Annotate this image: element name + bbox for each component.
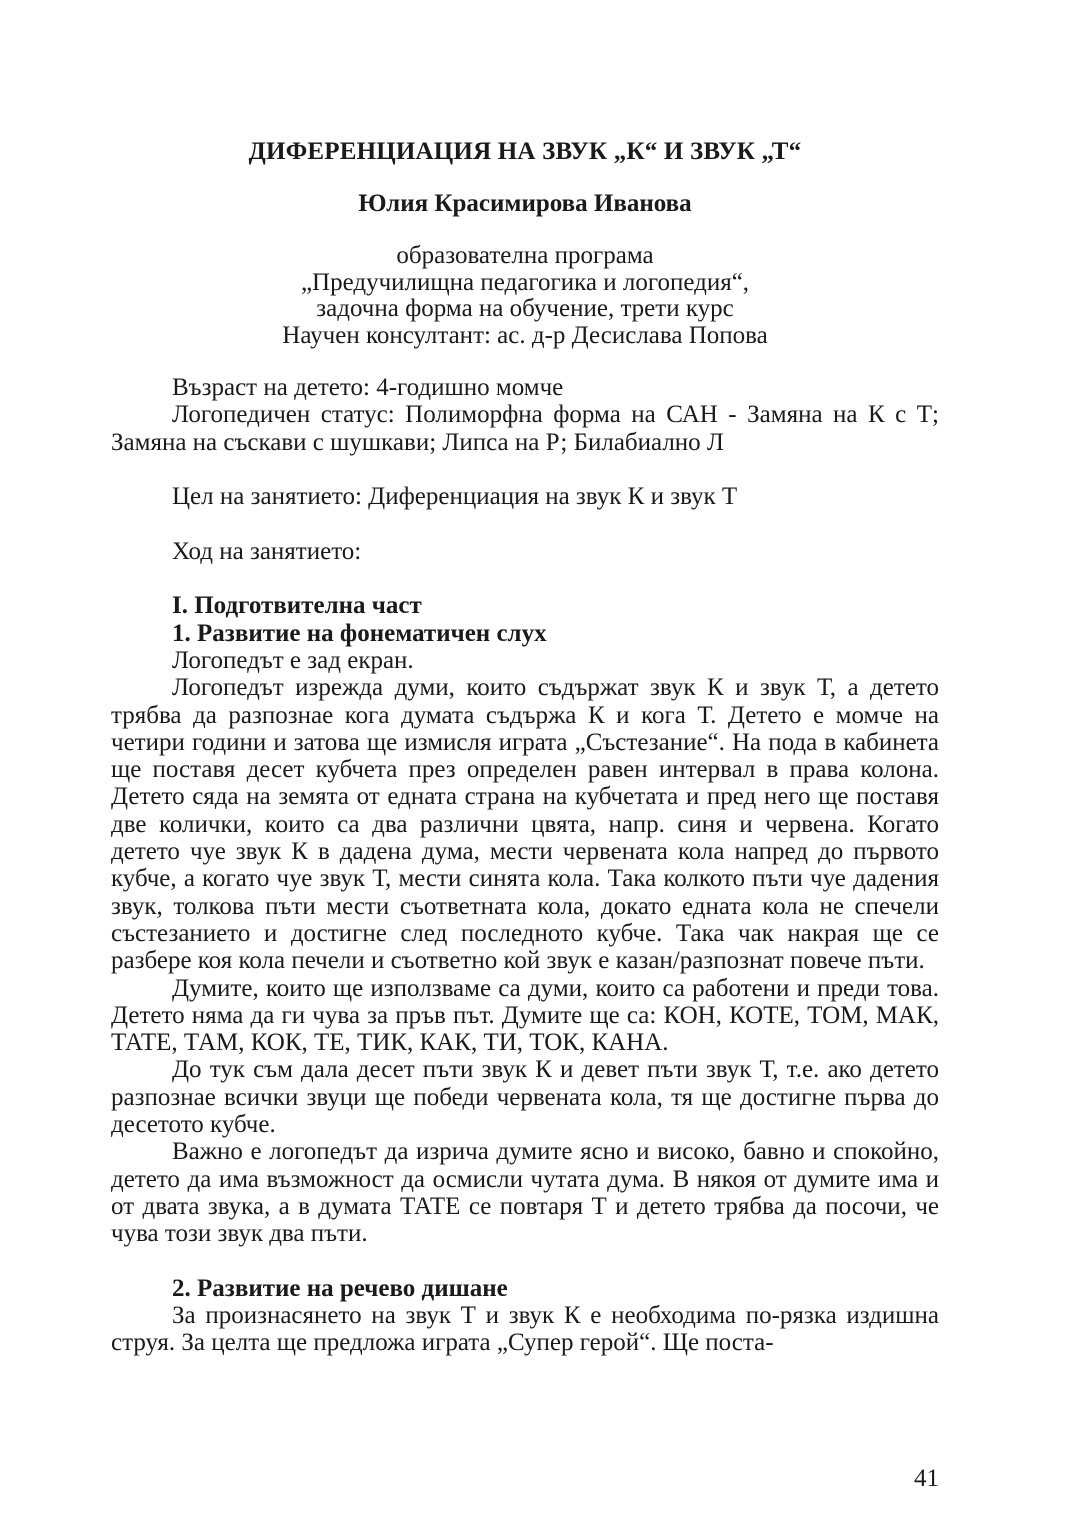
subsection-heading: 1. Развитие на фонематичен слух: [172, 619, 547, 647]
session-course: Ход на занятието:: [172, 537, 362, 565]
affiliation-line: образователна програма: [396, 242, 654, 269]
affiliation-block: [111, 243, 939, 349]
page-number: 41: [914, 1465, 939, 1492]
speech-status: Логопедичен статус: Полиморфна форма на САН - Замяна на К с Т; Замяна на съскави с шушкави; Липса на Р; Билабиално Л: [111, 401, 939, 456]
session-goal: Цел на занятието: Диференциация на звук К и звук Т: [172, 483, 738, 511]
paragraph: Логопедът е зад екран.: [172, 646, 414, 674]
subsection-heading: 2. Развитие на речево дишане: [172, 1274, 508, 1302]
paragraph: За произнасянето на звук Т и звук К е необходима по-рязка издишна струя. За целта ще предложа играта „Супер герой“. Ще поста-: [111, 1302, 939, 1357]
affiliation-line: задочна форма на обучение, трети курс: [316, 295, 734, 322]
paragraph: До тук съм дала десет пъти звук К и девет пъти звук Т, т.е. ако детето разпознае всички звуци ще победи червената кола, тя ще достигне първа до десетото кубче.: [111, 1056, 939, 1139]
page-title: ДИФЕРЕНЦИАЦИЯ НА ЗВУК „К“ И ЗВУК „Т“: [248, 138, 802, 165]
paragraph: Важно е логопедът да изрича думите ясно и високо, бавно и спокойно, детето да има възможност да осмисли чутата дума. В някоя от думите има и от двата звука, а в думата ТАТЕ се повтаря Т и детето трябва да посочи, че чува този звук два пъти.: [111, 1138, 939, 1248]
body-text: [111, 374, 939, 1357]
affiliation-line: „Предучилищна педагогика и логопедия“,: [300, 268, 750, 296]
affiliation-line: Научен консултант: ас. д-р Десислава Попова: [282, 321, 768, 349]
document-page: [111, 0, 939, 1534]
paragraph: Логопедът изрежда думи, които съдържат звук К и звук Т, а детето трябва да разпознае кога думата съдържа К и кога Т. Детето е момче на четири години и затова ще измисля играта „Състезание“. На пода в кабинета ще поставя десет кубчета през определен равен интервал в права колона. Детето сяда на земята от едната страна на кубчетата и пред него ще поставя две колички, които са два различни цвята, напр. синя и червена. Когато детето чуе звук К в дадена дума, мести червената кола напред до първото кубче, а когато чуе звук Т, мести синята кола. Така колкото пъти чуе дадения звук, толкова пъти мести съответната кола, докато едната кола не спечели състезанието и достигне след последното кубче. Така чак накрая ще се разбере коя кола печели и съответно кой звук е казан/разпознат повече пъти.: [111, 674, 939, 975]
section-heading: I. Подготвителна част: [172, 592, 422, 620]
child-age: Възраст на детето: 4-годишно момче: [172, 374, 564, 401]
paragraph: Думите, които ще използваме са думи, които са работени и преди това. Детето няма да ги чува за пръв път. Думите ще са: КОН, КОТЕ, ТОМ, МАК, ТАТЕ, ТАМ, КОК, ТЕ, ТИК, КАК, ТИ, ТОК, КАНА.: [111, 974, 939, 1057]
author-name: Юлия Красимирова Иванова: [358, 190, 692, 217]
